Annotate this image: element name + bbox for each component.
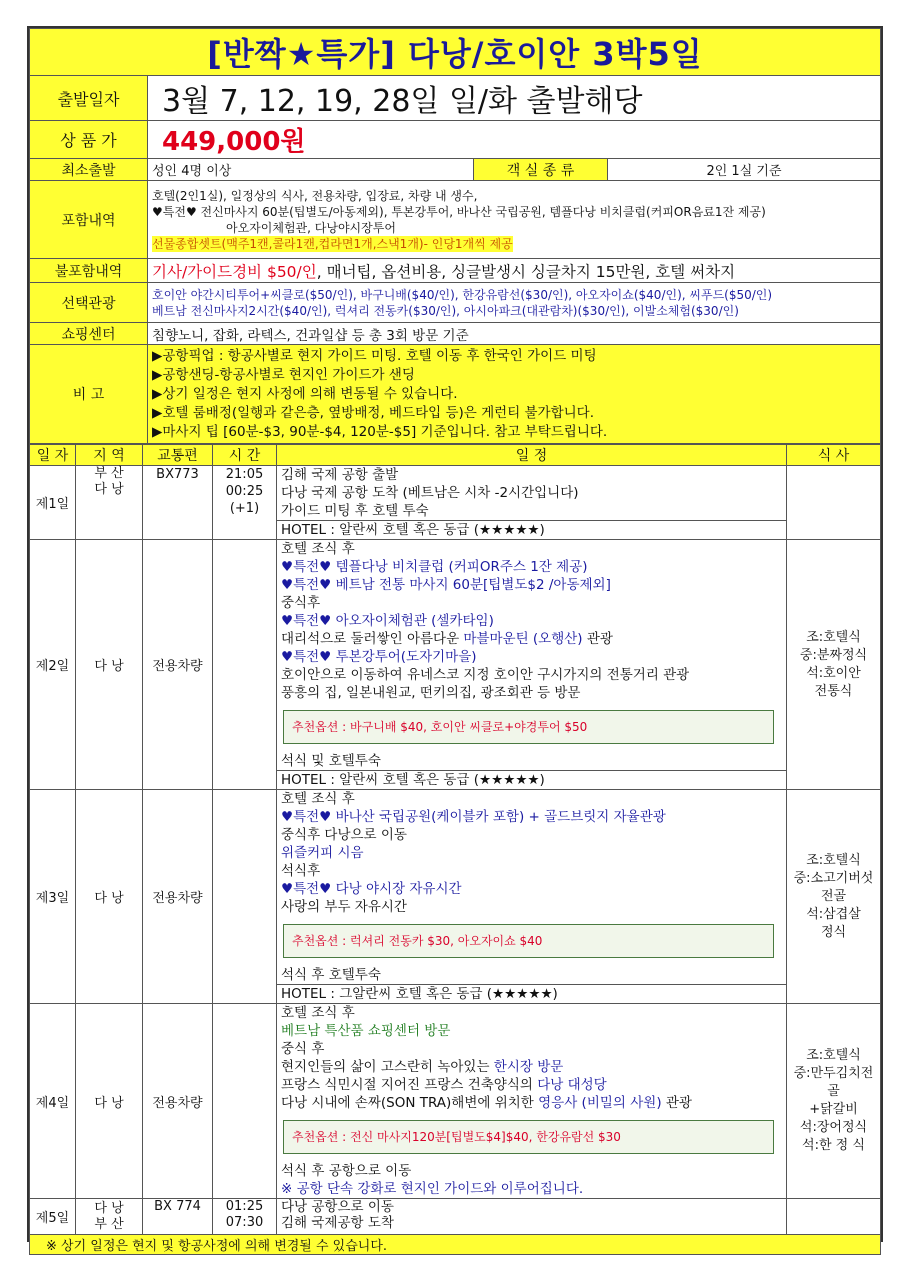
recommended-option-box: 추천옵션 : 전신 마사지120분[팁별도$4]$40, 한강유람선 $30 [283, 1120, 774, 1154]
itinerary-line: 중식후 [281, 595, 321, 611]
itinerary-line: 호텔 조식 후 [281, 1005, 355, 1021]
itinerary-line: 호텔 조식 후 [281, 791, 355, 807]
included-line-1: 호텔(2인1실), 일정상의 식사, 전용차량, 입장료, 차량 내 생수, [152, 188, 478, 203]
day-label: 제3일 [30, 790, 76, 1004]
region-to: 부 산 [94, 1216, 124, 1232]
itinerary-cell [277, 1199, 787, 1235]
depart-time: 01:25 [225, 1199, 264, 1214]
footer-note: ※ 상기 일정은 현지 및 항공사정에 의해 변경될 수 있습니다. [30, 1235, 881, 1255]
arrive-time: 00:25 [225, 484, 264, 499]
itinerary-line: 중식 후 [281, 1041, 325, 1057]
day-label: 제1일 [30, 466, 76, 540]
remarks-label: 비 고 [30, 345, 148, 444]
perk-line: ♥특전♥ 템플다낭 비치클럽 (커피OR주스 1잔 제공) [281, 559, 588, 575]
remarks-value [148, 345, 881, 444]
meal-item: 중:만두김치전골 [793, 1066, 874, 1099]
itinerary-line: 사랑의 부두 자유시간 [281, 899, 407, 915]
guide-fee: 기사/가이드경비 $50/인 [152, 262, 317, 281]
day-label: 제4일 [30, 1004, 76, 1199]
perk-line: ♥특전♥ 베트남 전통 마사지 60분[팁별도$2 /아동제외] [281, 577, 611, 593]
day-row-4 [30, 1004, 881, 1199]
excluded-rest: , 매너팁, 옵션비용, 싱글발생시 싱글차지 15만원, 호텔 써차지 [316, 262, 736, 281]
departure-value: 3월 7, 12, 19, 28일 일/화 출발해당 [148, 76, 881, 121]
region-cell: 다 낭 [76, 790, 143, 1004]
meal-item: 석:한 정 식 [802, 1138, 865, 1153]
meal-item: 중:소고기버섯 [793, 870, 874, 886]
day-row-1 [30, 466, 881, 540]
meal-item: 석:삼겹살 [806, 906, 861, 922]
room-type-label: 객 실 종 류 [474, 159, 608, 181]
excluded-label: 불포함내역 [30, 259, 148, 283]
shopping-line: 베트남 특산품 쇼핑센터 방문 [281, 1023, 451, 1039]
itinerary-line: 석식 후 공항으로 이동 [281, 1163, 412, 1179]
perk-line: ♥특전♥ 아오자이체험관 (셀카타임) [281, 613, 494, 629]
remark-line: ▶마사지 팁 [60분-$3, 90분-$4, 120분-$5] 기준입니다. 참고 부탁드립니다. [152, 423, 608, 440]
transport-cell: BX773 [143, 466, 213, 540]
itinerary-cell [277, 540, 787, 790]
included-gift-line: 선물종합셋트(맥주1캔,콜라1캔,컵라면1개,스낵1개)- 인당1개씩 제공 [152, 236, 513, 251]
header-day: 일 자 [30, 445, 76, 466]
arrive-time: 07:30 [225, 1215, 264, 1230]
meals-cell [787, 1199, 881, 1235]
itinerary-line [281, 1094, 782, 1112]
page-title: [반짝★특가] 다낭/호이안 3박5일 [30, 29, 881, 76]
included-label: 포함내역 [30, 181, 148, 259]
region-cell: 다 낭 [76, 1004, 143, 1199]
excluded-value [148, 259, 881, 283]
summary-table [29, 28, 881, 444]
recommended-option-box: 추천옵션 : 럭셔리 전동카 $30, 아오자이쇼 $40 [283, 924, 774, 958]
text: 관광 [661, 1095, 692, 1111]
meals-cell [787, 790, 881, 1004]
time-cell [213, 540, 277, 790]
highlight: 다낭 대성당 [537, 1077, 607, 1093]
meal-item: 전골 [820, 888, 847, 904]
hotel-line: HOTEL : 알란씨 호텔 혹은 동급 (★★★★★) [277, 520, 786, 539]
region-cell: 다 낭 [76, 540, 143, 790]
hotel-line: HOTEL : 그알란씨 호텔 혹은 동급 (★★★★★) [277, 984, 786, 1003]
itinerary-line: 가이드 미팅 후 호텔 투숙 [281, 503, 429, 519]
time-cell [213, 1004, 277, 1199]
highlight: 영응사 (비밀의 사원) [538, 1095, 662, 1111]
itinerary-line: 김해 국제공항 도착 [281, 1215, 394, 1231]
min-departure-value: 성인 4명 이상 [148, 159, 474, 181]
notice-line: ※ 공항 단속 강화로 현지인 가이드와 이루어집니다. [281, 1181, 584, 1197]
region-to: 다 낭 [94, 482, 124, 497]
meal-item: 석:호이안 [806, 665, 861, 681]
remark-line: ▶공항픽업 : 항공사별로 현지 가이드 미팅. 호텔 이동 후 한국인 가이드 미팅 [152, 347, 597, 364]
meals-cell [787, 466, 881, 540]
itinerary-line: 석식후 [281, 863, 321, 879]
itinerary-line: 다낭 국제 공항 도착 (베트남은 시차 -2시간입니다) [281, 485, 579, 501]
itinerary-cell [277, 466, 787, 540]
highlight-line: 위즐커피 시음 [281, 845, 364, 861]
time-cell [213, 1199, 277, 1235]
transport-cell: 전용차량 [143, 1004, 213, 1199]
highlight: 한시장 방문 [493, 1059, 564, 1075]
text: 대리석으로 둘러쌓인 아름다운 [281, 631, 464, 647]
optional-tours-line-1: 호이안 야간시티투어+씨클로($50/인), 바구니배($40/인), 한강유람선($30/인), 아오자이쇼($40/인), 씨푸드($50/인) [152, 287, 773, 302]
recommended-option-box: 추천옵션 : 바구니배 $40, 호이안 씨클로+야경투어 $50 [283, 710, 774, 744]
optional-tours-value [148, 283, 881, 323]
day-row-2 [30, 540, 881, 790]
itinerary-line: 석식 및 호텔투숙 [281, 753, 381, 769]
perk-line: ♥특전♥ 투본강투어(도자기마을) [281, 649, 477, 665]
shopping-value: 침향노니, 잡화, 라텍스, 건과일샵 등 총 3회 방문 기준 [148, 323, 881, 345]
included-line-3: 아오자이체험관, 다낭야시장투어 [226, 220, 396, 235]
region-cell [76, 1199, 143, 1235]
meals-cell [787, 1004, 881, 1199]
perk-line: ♥특전♥ 바나산 국립공원(케이블카 포함) + 골드브릿지 자율관광 [281, 809, 666, 825]
departure-label: 출발일자 [30, 76, 148, 121]
shopping-label: 쇼핑센터 [30, 323, 148, 345]
header-meals: 식 사 [787, 445, 881, 466]
region-from: 다 낭 [94, 1200, 124, 1216]
itinerary-line: 김해 국제 공항 출발 [281, 467, 399, 483]
time-cell [213, 790, 277, 1004]
optional-tours-label: 선택관광 [30, 283, 148, 323]
optional-tours-line-2: 베트남 전신마사지2시간($40/인), 럭셔리 전동카($30/인), 아시아파크(대관람차)($30/인), 이발소체험($30/인) [152, 303, 739, 318]
meal-item: 석:장어정식 [799, 1120, 868, 1135]
day-row-5 [30, 1199, 881, 1235]
header-region: 지 역 [76, 445, 143, 466]
header-transport: 교통편 [143, 445, 213, 466]
itinerary-line: 호이안으로 이동하여 유네스코 지정 호이안 구시가지의 전통거리 관광 [281, 667, 690, 683]
itinerary-line: 풍흥의 집, 일본내원교, 떤키의집, 광조회관 등 방문 [281, 685, 581, 701]
remark-line: ▶상기 일정은 현지 사정에 의해 변동될 수 있습니다. [152, 385, 458, 402]
region-cell [76, 466, 143, 540]
itinerary-line [281, 1058, 782, 1076]
meal-item: 정식 [820, 924, 847, 940]
itinerary-line [281, 630, 782, 648]
time-cell [213, 466, 277, 540]
perk-line: ♥특전♥ 다낭 야시장 자유시간 [281, 881, 462, 897]
included-line-2: ♥특전♥ 전신마사지 60분(팁별도/아동제외), 투본강투어, 바나산 국립공원, 템플다낭 비치클럽(커피OR음료1잔 제공) [152, 204, 766, 219]
meal-item: 조:호텔식 [806, 1048, 861, 1063]
meal-item: 조:호텔식 [806, 852, 861, 868]
meal-item: 중:분짜정식 [799, 647, 868, 663]
meals-cell [787, 540, 881, 790]
room-type-value: 2인 1실 기준 [608, 159, 881, 181]
itinerary-line: 중식후 다낭으로 이동 [281, 827, 407, 843]
day-row-3 [30, 790, 881, 1004]
transport-cell: 전용차량 [143, 790, 213, 1004]
region-from: 부 산 [94, 466, 124, 481]
day-offset: (+1) [229, 501, 260, 516]
depart-time: 21:05 [225, 467, 264, 482]
itinerary-line: 다낭 공항으로 이동 [281, 1199, 394, 1215]
itinerary-cell [277, 1004, 787, 1199]
day-label: 제2일 [30, 540, 76, 790]
schedule-table [29, 444, 881, 1255]
meal-item: +닭갈비 [809, 1102, 858, 1117]
transport-cell: BX 774 [143, 1199, 213, 1235]
itinerary-line: 석식 후 호텔투숙 [281, 967, 381, 983]
itinerary-cell [277, 790, 787, 1004]
meal-item: 전통식 [814, 683, 853, 699]
text: 관광 [582, 631, 613, 647]
day-label: 제5일 [30, 1199, 76, 1235]
schedule-header [30, 445, 881, 466]
included-value [148, 181, 881, 259]
header-itinerary: 일 정 [277, 445, 787, 466]
remark-line: ▶호텔 룸배정(일행과 같은층, 옆방배정, 베드타입 등)은 게런티 불가합니다. [152, 404, 595, 421]
itinerary-line: 호텔 조식 후 [281, 541, 355, 557]
highlight: 마블마운틴 (오행산) [463, 631, 583, 647]
meal-item: 조:호텔식 [806, 629, 861, 645]
header-time: 시 간 [213, 445, 277, 466]
price-value: 449,000원 [148, 121, 881, 159]
itinerary-line [281, 1076, 782, 1094]
price-label: 상 품 가 [30, 121, 148, 159]
text: 다낭 시내에 손짜(SON TRA)해변에 위치한 [281, 1095, 539, 1111]
transport-cell: 전용차량 [143, 540, 213, 790]
remark-line: ▶공항샌딩-항공사별로 현지인 가이드가 샌딩 [152, 366, 415, 383]
hotel-line: HOTEL : 알란씨 호텔 혹은 동급 (★★★★★) [277, 770, 786, 789]
text: 프랑스 식민시절 지어진 프랑스 건축양식의 [281, 1077, 538, 1093]
text: 현지인들의 삶이 고스란히 녹아있는 [281, 1059, 494, 1075]
itinerary-sheet [27, 26, 883, 1254]
min-departure-label: 최소출발 [30, 159, 148, 181]
